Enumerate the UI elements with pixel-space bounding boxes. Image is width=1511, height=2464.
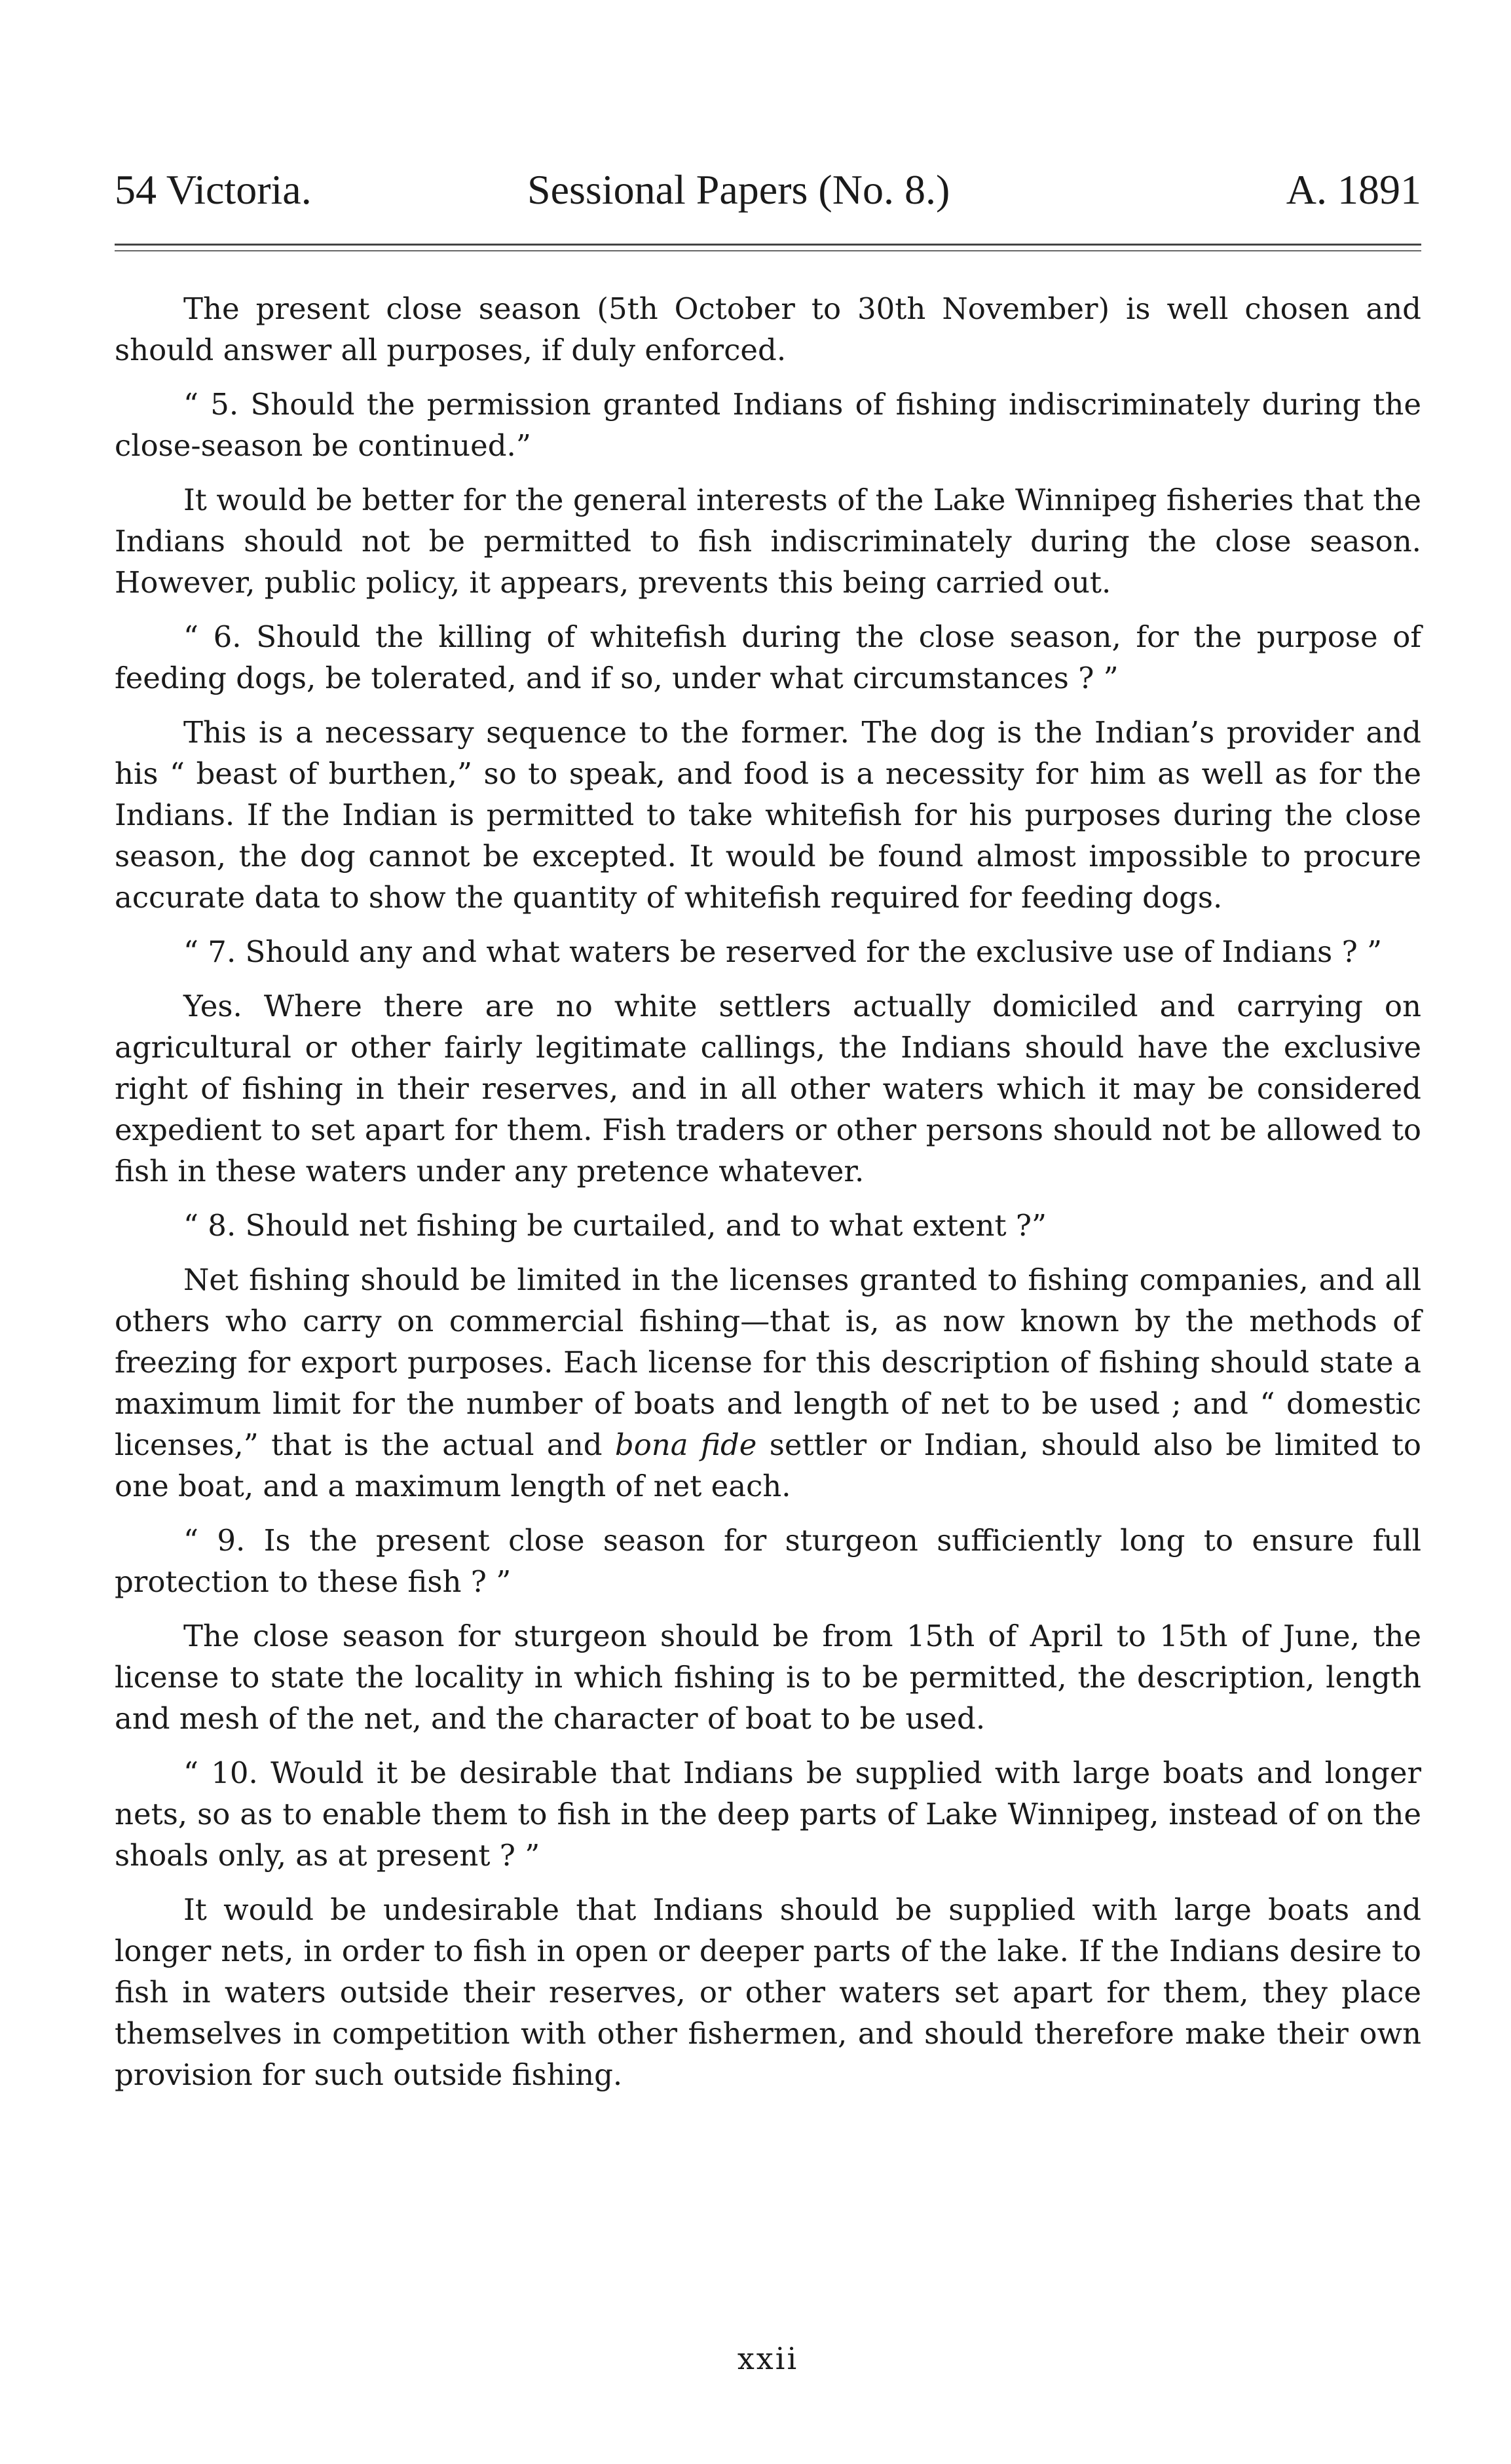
page-number: xxii <box>737 2341 799 2376</box>
header-rule <box>115 244 1421 251</box>
answer-9: The close season for sturgeon should be from 15th of April to 15th of June, the license to state the locality in which fishing is to be permitted, the description, length and mesh of the net, and the character of boat to be used. <box>115 1619 1421 1736</box>
answer-6: This is a necessary sequence to the former. The dog is the Indian’s provider and his “ beast of burthen,” so to speak, and food is a necessity for him as well as for the Indians. If the Indian is permitted to take whitefish for his purposes during the close season, the dog cannot be excepted. It would be found almost impossible to procure accurate data to show the quantity of whitefish required for feeding dogs. <box>115 715 1421 915</box>
header-year: A. 1891 <box>1286 166 1421 213</box>
running-header <box>115 164 1421 216</box>
answer-7: Yes. Where there are no white settlers actually domiciled and carrying on agricultural or other fairly legitimate callings, the Indians should have the exclusive right of fishing in their reserves, and in all other waters which it may be considered expedient to set apart for them. Fish traders or other persons should not be allowed to fish in these waters under any pretence whatever. <box>115 989 1421 1188</box>
header-volume: 54 Victoria. <box>115 166 312 213</box>
question-6: “ 6. Should the killing of whitefish during the close season, for the purpose of feeding dogs, be tolerated, and if so, under what circumstances ? ” <box>115 619 1421 695</box>
answer-10: It would be undesirable that Indians should be supplied with large boats and longer nets, in order to fish in open or deeper parts of the lake. If the Indians desire to fish in waters outside their reserves, or other waters set apart for them, they place themselves in competition with other fishermen, and should therefore make their own provision for such outside fishing. <box>115 1892 1421 2092</box>
answer-8 <box>115 1259 1421 1507</box>
paragraph-close-season: The present close season (5th October to 30th November) is well chosen and should answer all purposes, if duly enforced. <box>115 291 1421 367</box>
question-8: “ 8. Should net fishing be curtailed, and to what extent ?” <box>183 1208 1047 1243</box>
question-9: “ 9. Is the present close season for sturgeon sufficiently long to ensure full protection to these fish ? ” <box>115 1523 1421 1599</box>
answer-8-italic: bona fide <box>614 1427 757 1462</box>
question-7: “ 7. Should any and what waters be reserved for the exclusive use of Indians ? ” <box>183 934 1383 969</box>
answer-8-text-b: settler or Indian, should also be limited to one boat, and a maximum length of net each. <box>115 1427 1421 1503</box>
answer-8-text-a: Net fishing should be limited in the licenses granted to fishing companies, and all others who carry on commercial fishing—that is, as now known by the methods of freezing for export purposes. Each license for this description of fishing should state a maximum limit for the number of boats and length of net to be used ; and “ domestic licenses,” that is the actual and <box>115 1262 1421 1462</box>
question-5: “ 5. Should the permission granted Indians of fishing indiscriminately during the close-season be continued.” <box>115 387 1421 463</box>
answer-5: It would be better for the general interests of the Lake Winnipeg fisheries that the Indians should not be permitted to fish indiscriminately during the close season. However, public policy, it appears, prevents this being carried out. <box>115 483 1421 600</box>
question-10: “ 10. Would it be desirable that Indians be supplied with large boats and longer nets, so as to enable them to fish in the deep parts of Lake Winnipeg, instead of on the shoals only, as at present ? ” <box>115 1756 1421 1873</box>
header-title: Sessional Papers (No. 8.) <box>527 166 950 213</box>
document-page <box>115 0 1421 2464</box>
body-text <box>115 288 1421 2108</box>
